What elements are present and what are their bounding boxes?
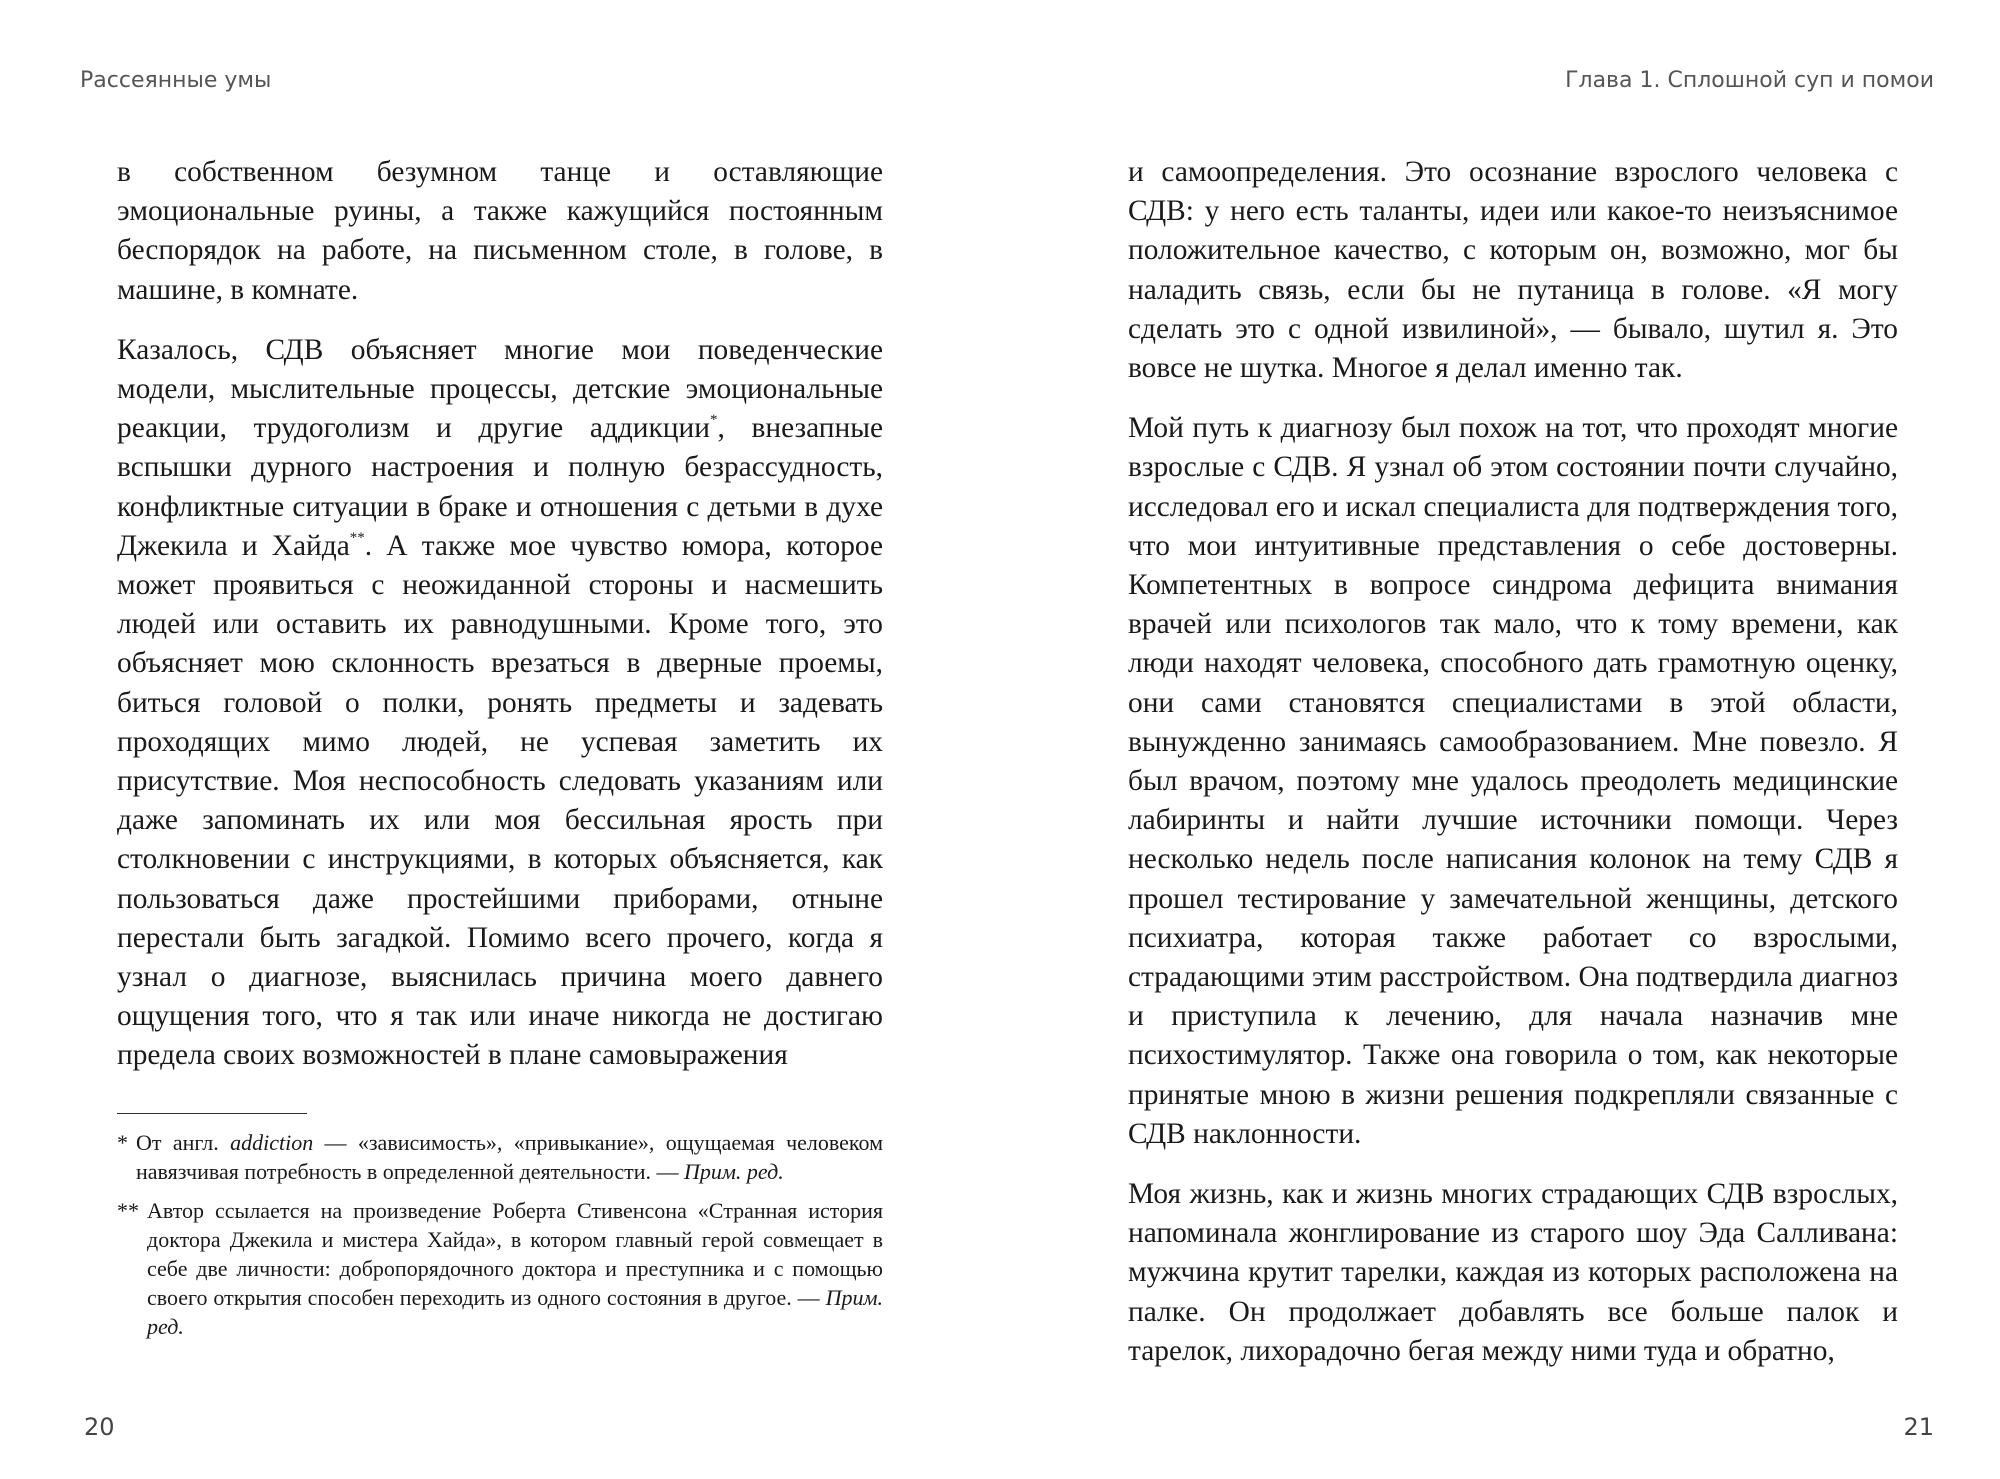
- paragraph-add-explains: [117, 331, 883, 1076]
- footnote-text: [147, 1196, 883, 1341]
- paragraph-continued: и самоопределения. Это осознание взрослого человека с СДВ: у него есть таланты, идеи или какое-то неизъяснимое положительное качество, с которым он, возможно, мог бы наладить связь, если бы не путаница в голове. «Я могу сделать это с одной извилиной», — бывало, шутил я. Это вовсе не шутка. Многое я делал именно так.: [1128, 156, 1898, 385]
- editor-note: Прим. ред.: [147, 1285, 883, 1339]
- paragraph-text: Казалось, СДВ объясняет многие мои поведенческие модели, мыслительные процессы, детские эмоциональные реакции, трудоголизм и другие аддикции: [117, 333, 883, 445]
- page-number: 20: [84, 1413, 115, 1441]
- footnote-2: [117, 1196, 883, 1341]
- running-head-book-title: Рассеянные умы: [80, 68, 272, 93]
- footnote-text-part: От англ.: [136, 1130, 231, 1155]
- paragraph-text: . А также мое чувство юмора, которое может проявиться с неожиданной стороны и насмешить людей или оставить их равнодушными. Кроме того, это объясняет мою склонность врезаться в дверные проемы, биться головой о полки, ронять предметы и задевать проходящих мимо людей, не успевая заметить их присутствие. Моя неспособность следовать указаниям или даже запоминать их или моя бессильная ярость при столкновении с инструкциями, в которых объясняется, как пользоваться даже простейшими приборами, отныне перестали быть загадкой. Помимо всего прочего, когда я узнал о диагнозе, выяснилась причина моего давнего ощущения того, что я так или иначе никогда не достигаю предела своих возможностей в плане самовыражения: [117, 529, 883, 1072]
- right-page-body: [1128, 153, 1898, 1392]
- footnote-marker: *: [117, 1130, 128, 1155]
- running-head-chapter-title: Глава 1. Сплошной суп и помои: [1565, 68, 1934, 93]
- footnote-ref-2[interactable]: **: [349, 530, 365, 547]
- footnote-ref-1[interactable]: *: [709, 412, 718, 429]
- footnote-term: addiction: [230, 1130, 314, 1155]
- footnote-text-part: Автор ссылается на произведение Роберта Стивенсона «Странная история доктора Джекила и мистера Хайда», в котором главный герой совмещает в себе две личности: добропорядочного доктора и преступника и с помощью своего открытия способен переходить из одного состояния в другое. —: [147, 1198, 883, 1310]
- paragraph-plate-spinning: Моя жизнь, как и жизнь многих страдающих СДВ взрослых, напоминала жонглирование из старого шоу Эда Салливана: мужчина крутит тарелки, каждая из которых расположена на палке. Он продолжает добавлять все больше палок и тарелок, лихорадочно бегая между ними туда и обратно,: [1128, 1178, 1898, 1367]
- footnote-text: [136, 1128, 883, 1186]
- paragraph-text: , внезапные вспышки дурного настроения и полную безрассудность, конфликтные ситуации в браке и отношения с детьми в духе Джекила и Хайда: [117, 412, 883, 562]
- footnote-1: [117, 1128, 883, 1186]
- editor-note: Прим. ред.: [683, 1159, 784, 1184]
- paragraph-continued: в собственном безумном танце и оставляющие эмоциональные руины, а также кажущийся постоянным беспорядок на работе, на письменном столе, в голове, в машине, в комнате.: [117, 156, 883, 306]
- page-number: 21: [1903, 1413, 1934, 1441]
- footnote-text-part: — «зависимость», «привыкание», ощущаемая человеком навязчивая потребность в определенной деятельности. —: [136, 1130, 883, 1184]
- right-page: [1000, 0, 2000, 1479]
- footnote-divider: [117, 1113, 307, 1114]
- footnotes: [117, 1128, 883, 1351]
- footnote-marker: **: [117, 1198, 139, 1223]
- left-page-body: [117, 153, 883, 1097]
- paragraph-diagnosis-path: Мой путь к диагнозу был похож на тот, что проходят многие взрослые с СДВ. Я узнал об этом состоянии почти случайно, исследовал его и искал специалиста для подтверждения того, что мои интуитивные представления о себе достоверны. Компетентных в вопросе синдрома дефицита внимания врачей или психологов так мало, что к тому времени, как люди находят человека, способного дать грамотную оценку, они сами становятся специалистами в этой области, вынужденно занимаясь самообразованием. Мне повезло. Я был врачом, поэтому мне удалось преодолеть медицинские лабиринты и найти лучшие источники помощи. Через несколько недель после написания колонок на тему СДВ я прошел тестирование у замечательной женщины, детского психиатра, которая также работает со взрослыми, страдающими этим расстройством. Она подтвердила диагноз и приступила к лечению, для начала назначив мне психостимулятор. Также она говорила о том, как некоторые принятые мною в жизни решения подкрепляли связанные с СДВ наклонности.: [1128, 412, 1898, 1150]
